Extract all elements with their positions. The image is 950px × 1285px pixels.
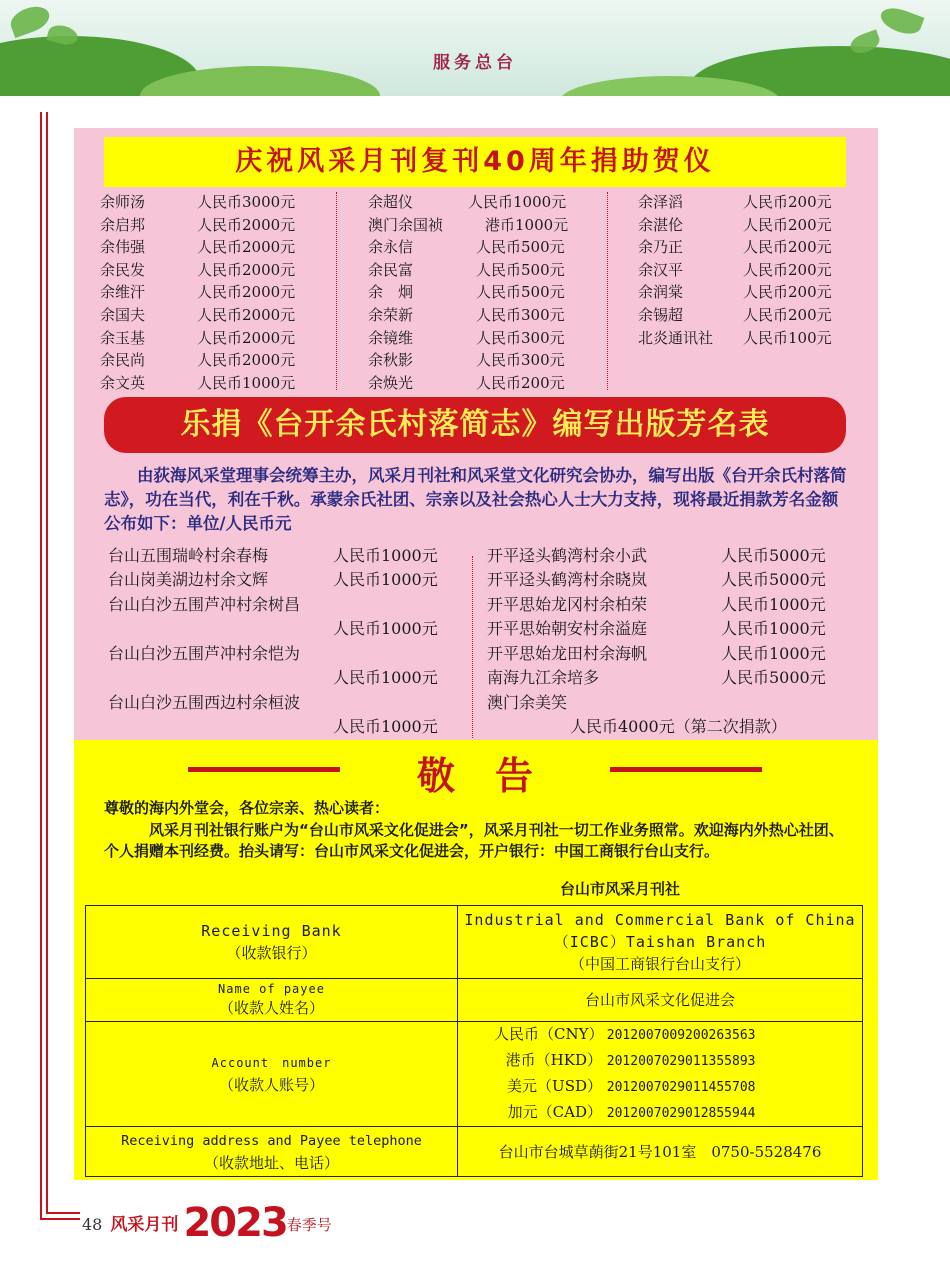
table-row (86, 1127, 863, 1177)
magazine-name: 风采月刊 (110, 1215, 179, 1235)
account-line: 加元（CAD） 2012007029012855944 (507, 1103, 756, 1121)
intro-paragraph: 由荻海风采堂理事会统筹主办，风采月刊社和风采堂文化研究会协办，编写出版《台开余氏村落简志》，功在当代，利在千秋。承蒙余氏社团、宗亲以及社会热心人士大力支持，现将最近捐款芳名金额公布如下：单位/人民币元 (104, 466, 847, 533)
donor-amount: 人民币200元 (743, 283, 832, 302)
donor-row (368, 191, 567, 214)
table-row (86, 906, 863, 979)
row-label-cn: （收款银行） (226, 944, 317, 962)
row-label-en: Name of payee (218, 982, 325, 996)
donor-name: 余伟强 (100, 238, 146, 257)
list-item: 澳门余美笑 (487, 693, 568, 712)
donor-amount: 港币1000元 (485, 215, 569, 234)
book-donation-banner-title: 乐捐《台开余氏村落简志》编写出版芳名表 (104, 397, 846, 453)
donor-amount: 人民币1000元 (468, 193, 567, 211)
donor-amount: 人民币200元 (743, 193, 832, 211)
row-label-cn: （收款人账号） (218, 1076, 324, 1094)
donor-row (638, 214, 832, 237)
donor-amount: 人民币500元 (476, 260, 565, 279)
table-cell: 台山市台城草蓢街21号101室 0750-5528476 (458, 1127, 863, 1177)
donor-name: 余焕光 (368, 373, 414, 392)
row-label-cn: （收款地址、电话） (203, 1153, 339, 1172)
leaf-icon (7, 2, 53, 38)
table-cell (458, 1022, 863, 1127)
donor-amount: 人民币300元 (476, 328, 565, 347)
donor-row (100, 372, 296, 395)
donation-banner-title: 庆祝风采月刊复刊40周年捐助贺仪 (104, 137, 846, 187)
donor-row (368, 372, 565, 395)
row-label-en: Receiving Bank (201, 922, 342, 940)
donor-amount: 人民币200元 (743, 215, 832, 234)
donor-name: 余国夫 (100, 306, 146, 324)
table-row (86, 1022, 863, 1127)
donor-amount: 人民币500元 (476, 283, 565, 302)
bank-branch-en: （ICBC）Taishan Branch (553, 933, 767, 951)
list-item: 台山白沙五围芦冲村余恺为 (108, 644, 301, 663)
donor-name: 余维汗 (100, 283, 146, 302)
border-line (46, 112, 48, 1214)
donor-amount: 人民币2000元 (197, 238, 296, 257)
donor-row (368, 281, 565, 304)
donor-row (100, 304, 296, 327)
notice-body: 风采月刊社银行账户为“台山市风采文化促进会”，风采月刊社一切工作业务照常。欢迎海内外热心社团、个人捐赠本刊经费。抬头请写：台山市风采文化促进会，开户银行：中国工商银行台山支行。 (104, 820, 844, 860)
donor-name: 余永信 (368, 238, 414, 257)
row-label-en: Account number (211, 1056, 332, 1070)
list-item-amount: 人民币5000元 (721, 546, 826, 565)
donor-row (100, 191, 296, 214)
donor-row (100, 214, 296, 237)
list-item-amount: 人民币5000元 (721, 570, 826, 589)
donor-row (100, 349, 296, 372)
donor-row (368, 236, 565, 259)
donor-amount: 人民币200元 (476, 373, 565, 392)
donor-amount: 人民币2000元 (197, 283, 296, 302)
donor-name: 余民富 (368, 260, 414, 279)
list-item-amount: 人民币1000元 (333, 619, 438, 638)
list-item-amount: 人民币4000元（第二次捐款） (570, 717, 787, 736)
table-cell: 台山市风采文化促进会 (458, 979, 863, 1022)
list-item-amount: 人民币1000元 (721, 619, 826, 638)
account-line: 美元（USD） 2012007029011455708 (507, 1077, 756, 1095)
donor-amount: 人民币2000元 (197, 306, 296, 324)
list-item: 台山岗美湖边村余文辉 (108, 570, 269, 589)
border-line (46, 1212, 80, 1214)
donor-amount: 人民币2000元 (197, 351, 296, 370)
donor-name: 余湛伦 (638, 215, 684, 234)
list-item-amount: 人民币1000元 (333, 717, 438, 736)
donor-row (638, 304, 832, 327)
donor-amount: 人民币1000元 (197, 373, 296, 392)
table-cell (86, 906, 458, 979)
donor-name: 余荣新 (368, 306, 414, 324)
donor-amount: 人民币2000元 (197, 260, 296, 279)
donor-row (368, 304, 565, 327)
donor-row (368, 349, 565, 372)
row-label-en: Receiving address and Payee telephone (121, 1132, 422, 1149)
donor-name: 余文英 (100, 373, 146, 392)
donor-amount: 人民币3000元 (197, 193, 296, 211)
border-line (40, 1218, 80, 1220)
donor-row (638, 281, 832, 304)
list-item: 台山五围瑞岭村余春梅 (108, 546, 269, 565)
bank-name-en: Industrial and Commercial Bank of China (464, 911, 856, 929)
donor-name: 余锡超 (638, 306, 684, 324)
donor-name: 余师汤 (100, 193, 146, 211)
donor-row (638, 236, 832, 259)
donor-row (100, 327, 296, 350)
issue-year: 2023 (183, 1200, 287, 1246)
notice-title: 敬告 (416, 754, 573, 798)
donor-amount: 人民币300元 (476, 306, 565, 324)
row-label-cn: （收款人姓名） (218, 999, 324, 1017)
donor-name: 余润棠 (638, 283, 684, 302)
header-banner (0, 0, 950, 96)
donor-row (638, 327, 832, 350)
donor-row (368, 214, 569, 237)
notice-signer: 台山市风采月刊社 (560, 880, 681, 898)
list-item: 开平思始龙冈村余柏荣 (487, 595, 648, 614)
donor-amount: 人民币200元 (743, 260, 832, 279)
bank-name-cn: （中国工商银行台山支行） (569, 955, 750, 973)
donor-row (368, 259, 565, 282)
donor-amount: 人民币2000元 (197, 215, 296, 234)
donor-row (638, 191, 832, 214)
list-item: 开平思始朝安村余溢庭 (487, 619, 648, 638)
bank-info-table (85, 905, 863, 1177)
account-line: 人民币（CNY） 2012007009200263563 (494, 1025, 756, 1043)
table-row (86, 979, 863, 1022)
donor-name: 余玉基 (100, 328, 146, 347)
table-cell (458, 906, 863, 979)
table-cell (86, 1022, 458, 1127)
donor-name: 余汉平 (638, 260, 684, 279)
donor-row (100, 236, 296, 259)
donor-row (100, 281, 296, 304)
donor-amount: 人民币300元 (476, 351, 565, 370)
page-number: 48 (82, 1215, 103, 1234)
donor-amount: 人民币100元 (743, 328, 832, 347)
table-cell (86, 979, 458, 1022)
list-item-amount: 人民币1000元 (333, 546, 438, 565)
donor-name: 澳门余国祯 (368, 215, 444, 234)
notice-greeting: 尊敬的海内外堂会，各位宗亲、热心读者： (104, 799, 390, 817)
list-item: 台山白沙五围芦冲村余树昌 (108, 595, 301, 614)
list-item: 开平迳头鹤湾村余晓岚 (487, 570, 648, 589)
notice-text (104, 798, 854, 863)
list-item-amount: 人民币1000元 (333, 570, 438, 589)
donor-name: 余泽滔 (638, 193, 684, 211)
leaf-icon (878, 3, 925, 38)
list-item-amount: 人民币5000元 (721, 668, 826, 687)
issue-season: 春季号 (286, 1216, 332, 1234)
donor-row (638, 259, 832, 282)
donor-name: 余超仪 (368, 193, 414, 211)
table-cell (86, 1127, 458, 1177)
donor-name: 余启邦 (100, 215, 146, 234)
section-title: 服务总台 (433, 53, 517, 73)
column-divider (472, 556, 473, 738)
list-item-amount: 人民币1000元 (721, 644, 826, 663)
column-divider (336, 192, 337, 390)
donor-amount: 人民币200元 (743, 238, 832, 257)
donor-amount: 人民币200元 (743, 306, 832, 324)
donor-name: 余民尚 (100, 351, 146, 370)
donor-name: 北炎通讯社 (638, 328, 714, 347)
list-item-amount: 人民币1000元 (333, 668, 438, 687)
page-footer (82, 1200, 332, 1246)
list-item: 开平思始龙田村余海帆 (487, 644, 648, 663)
donor-name: 余 炯 (368, 283, 414, 302)
list-item: 南海九江余培多 (487, 668, 600, 687)
column-divider (607, 192, 608, 390)
donor-name: 余乃正 (638, 238, 684, 257)
donor-name: 余民发 (100, 260, 146, 279)
list-item-amount: 人民币1000元 (721, 595, 826, 614)
list-item: 台山白沙五围西边村余桓波 (108, 693, 301, 712)
border-line (40, 112, 42, 1220)
account-line: 港币（HKD） 2012007029011355893 (505, 1051, 756, 1069)
list-item: 开平迳头鹤湾村余小武 (487, 546, 648, 565)
donor-name: 余镜维 (368, 328, 414, 347)
donor-amount: 人民币2000元 (197, 328, 296, 347)
donor-amount: 人民币500元 (476, 238, 565, 257)
donor-row (368, 327, 565, 350)
donor-name: 余秋影 (368, 351, 414, 370)
donor-row (100, 259, 296, 282)
